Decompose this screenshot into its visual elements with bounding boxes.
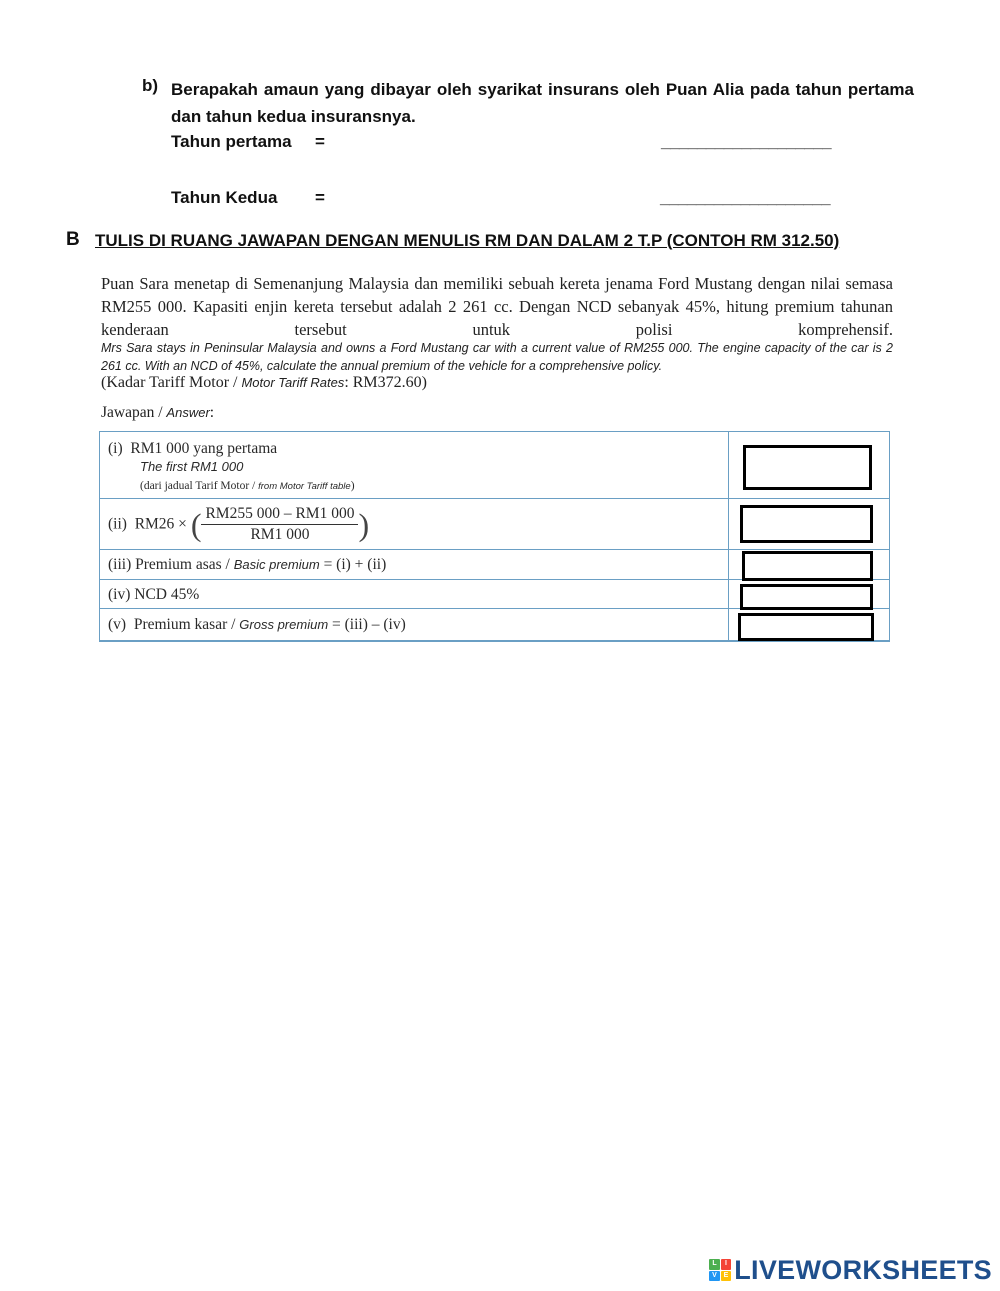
answer-box-iii[interactable] <box>742 551 873 581</box>
question-b-text: Berapakah amaun yang dibayar oleh syarikat insurans oleh Puan Alia pada tahun pertama dan tahun kedua insuransnya. <box>171 80 914 126</box>
question-english: Mrs Sara stays in Peninsular Malaysia and owns a Ford Mustang car with a current value of RM255 000. The engine capacity of the car is 2 261 cc. With an NCD of 45%, calculate the annual premium of the vehicle for a comprehensive policy. <box>101 341 893 373</box>
fraction: $\frac{RM255 000 - RM1 000}{RM1 000}$ <box>201 505 358 544</box>
second-year-answer-blank[interactable]: ___________________ <box>660 188 831 207</box>
answer-box-v[interactable] <box>738 613 874 641</box>
logo-text: LIVEWORKSHEETS <box>734 1254 992 1285</box>
question-malay: Puan Sara menetap di Semenanjung Malaysia dan memiliki sebuah kereta jenama Ford Mustang dengan nilai semasa RM255 000. Kapasiti enjin kereta tersebut adalah 2 261 cc. Dengan NCD sebanyak 45%, hitung premium tahunan kenderaan tersebut untuk polisi komprehensif. <box>101 274 893 339</box>
table-row-i: (i) RM1 000 yang pertama <box>108 440 278 457</box>
table-row-divider <box>100 549 889 550</box>
first-year-answer-blank[interactable]: ___________________ <box>661 132 832 151</box>
answer-box-iv[interactable] <box>740 584 873 610</box>
answer-box-ii[interactable] <box>740 505 873 543</box>
table-row-iii: (iii) Premium asas / Basic premium = (i) + (ii) <box>108 556 387 573</box>
tariff-rate: (Kadar Tariff Motor / Motor Tariff Rates: RM372.60) <box>101 374 427 391</box>
section-b-letter: B <box>66 229 80 250</box>
table-row-iv: (iv) NCD 45% <box>108 586 200 603</box>
second-year-label: Tahun Kedua <box>171 188 278 207</box>
table-row-ii: (ii) RM26 × ( $\frac{RM255 000 - RM1 000}{RM1 000}$ ) <box>108 505 370 543</box>
table-row-divider <box>100 498 889 499</box>
table-row-v: (v) Premium kasar / Gross premium = (iii) – (iv) <box>108 616 406 633</box>
answer-box-i[interactable] <box>743 445 872 490</box>
question-b-label: b) <box>142 76 159 95</box>
second-year-equals: = <box>315 188 325 207</box>
logo-icon: L I V E <box>709 1259 731 1281</box>
first-year-label: Tahun pertama <box>171 132 292 151</box>
answer-heading: Jawapan / Answer: <box>101 404 215 421</box>
section-b-title: TULIS DI RUANG JAWAPAN DENGAN MENULIS RM DAN DALAM 2 T.P (CONTOH RM 312.50) <box>95 231 840 250</box>
table-row-i-note: (dari jadual Tarif Motor / from Motor Tariff table) <box>140 480 355 492</box>
table-row-i-english: The first RM1 000 <box>140 459 244 474</box>
first-year-equals: = <box>315 132 325 151</box>
liveworksheets-logo <box>709 1255 992 1285</box>
